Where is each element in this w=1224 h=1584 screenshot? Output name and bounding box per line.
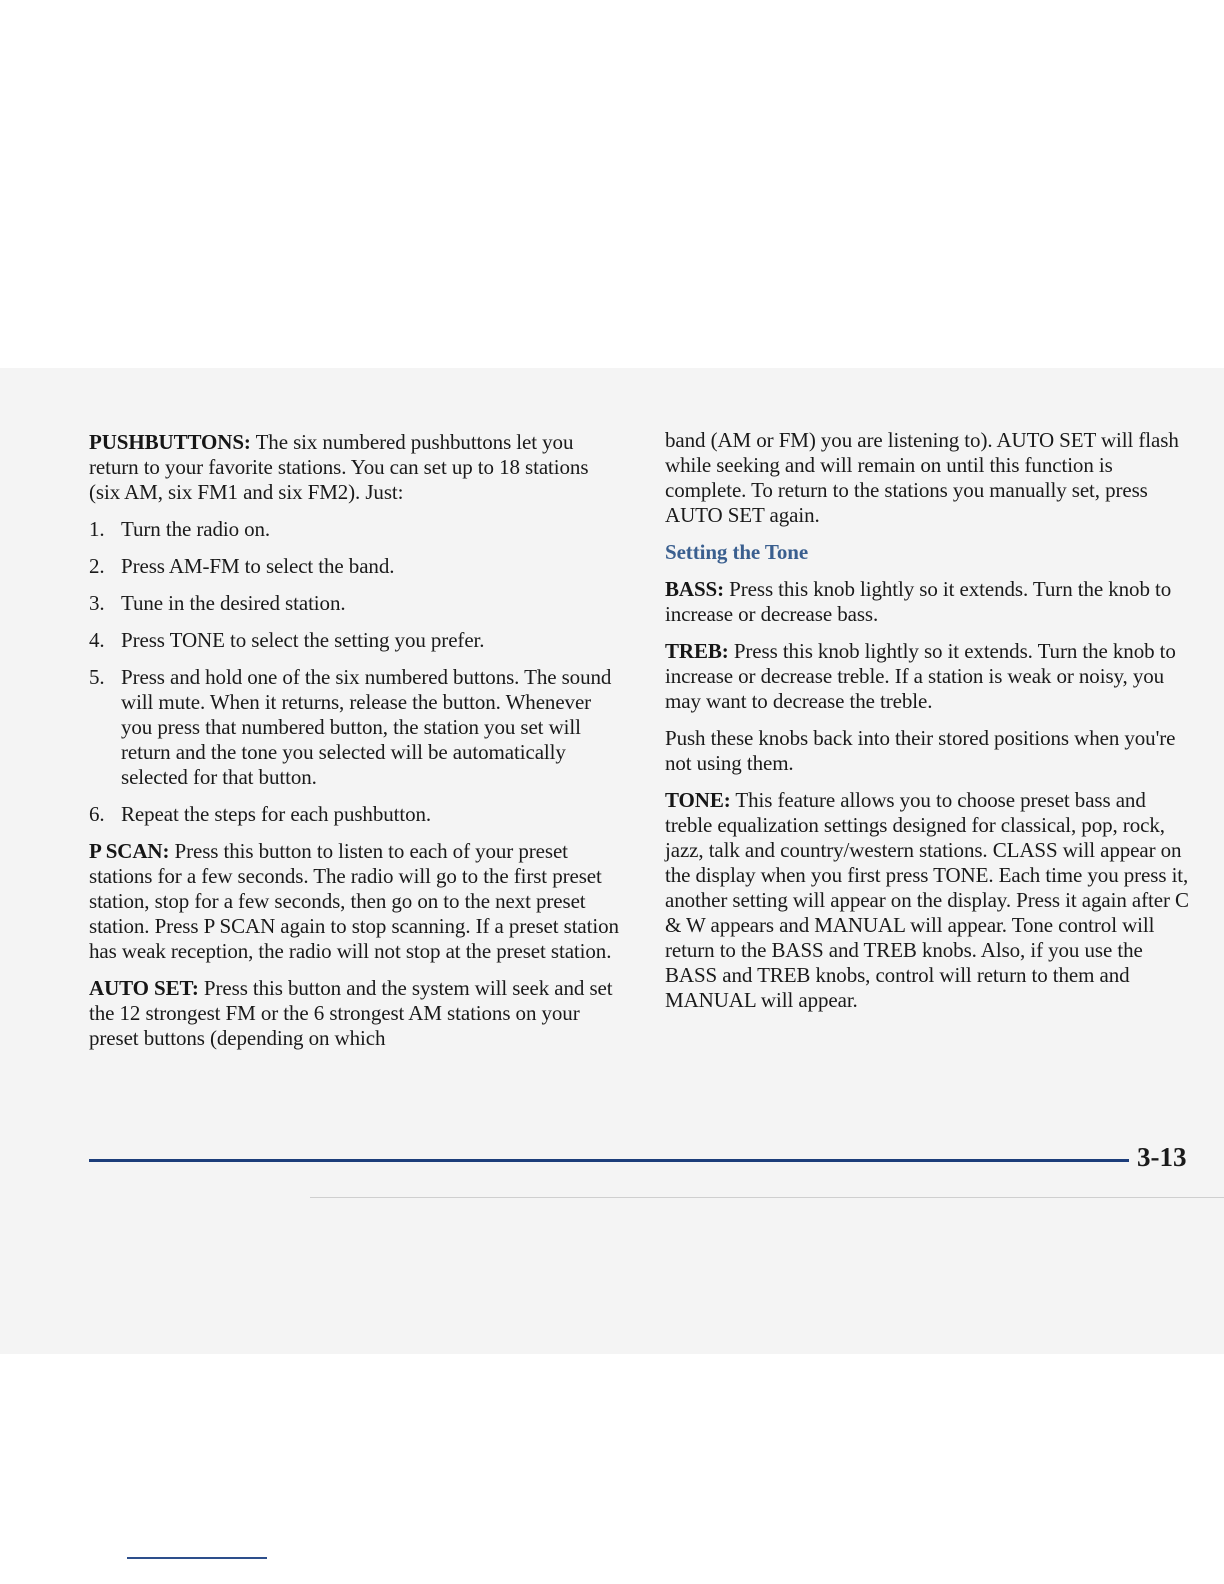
push-back-paragraph: Push these knobs back into their stored positions when you're not using them. [665,726,1176,775]
autoset-label: AUTO SET: [89,976,199,1000]
steps-list [89,517,624,827]
step-text: Press AM-FM to select the band. [121,554,395,578]
tone-paragraph [665,788,1190,1013]
bass-text: Press this knob lightly so it extends. Turn the knob to increase or decrease bass. [665,577,1172,626]
left-column [89,430,624,1063]
treb-paragraph [665,639,1190,714]
section-heading: Setting the Tone [665,540,809,564]
step-text: Press TONE to select the setting you prefer. [121,628,485,652]
treb-label: TREB: [665,639,729,663]
bass-label: BASS: [665,577,725,601]
step-text: Tune in the desired station. [121,591,346,615]
step-text: Press and hold one of the six numbered buttons. The sound will mute. When it returns, release the button. Whenever you press that numbered button, the station you set will return and the tone you selected will be automatically selected for that button. [121,665,612,789]
autoset-text: Press this button and the system will seek and set the 12 strongest FM or the 6 strongest AM stations on your preset buttons (depending on which [89,976,613,1050]
step-number: 5. [89,665,105,689]
step-text: Repeat the steps for each pushbutton. [121,802,432,826]
pushbuttons-paragraph [89,430,624,505]
bass-paragraph [665,577,1190,627]
step-text: Turn the radio on. [121,517,271,541]
bottom-rule [127,1557,267,1559]
tone-text: This feature allows you to choose preset bass and treble equalization settings designed for classical, pop, rock, jazz, talk and country/western stations. CLASS will appear on the display when you first press TONE. Each time you press it, another setting will appear on the display. Press it again after C & W appears and MANUAL will appear. Tone control will return to the BASS and TREB knobs. Also, if you use the BASS and TREB knobs, control will return to them and MANUAL will appear. [665,788,1189,1012]
treb-text: Press this knob lightly so it extends. Turn the knob to increase or decrease treble. If a station is weak or noisy, you may want to decrease the treble. [665,639,1176,713]
right-column [665,428,1190,1025]
autoset-continuation: band (AM or FM) you are listening to). AUTO SET will flash while seeking and will remain on until this function is complete. To return to the stations you manually set, press AUTO SET again. [665,428,1179,527]
list-item [89,554,624,579]
pushbuttons-label: PUSHBUTTONS: [89,430,251,454]
tone-label: TONE: [665,788,731,812]
autoset-paragraph [89,976,624,1051]
pscan-paragraph [89,839,624,964]
list-item [89,628,624,653]
list-item [89,665,624,790]
pushbuttons-text: The six numbered pushbuttons let you return to your favorite stations. You can set up to 18 stations (six AM, six FM1 and six FM2). Just: [89,430,589,504]
page-number: 3-13 [1137,1142,1187,1172]
list-item [89,591,624,616]
step-number: 1. [89,517,105,541]
step-number: 6. [89,802,105,826]
step-number: 3. [89,591,105,615]
footer-rule [89,1159,1129,1162]
list-item [89,517,624,542]
list-item [89,802,624,827]
footer-shadow-rule [310,1197,1224,1198]
step-number: 4. [89,628,105,652]
pscan-text: Press this button to listen to each of your preset stations for a few seconds. The radio will go to the first preset station, stop for a few seconds, then go on to the next preset station. Press P SCAN again to stop scanning. If a preset station has weak reception, the radio will not stop at the preset station. [89,839,619,963]
step-number: 2. [89,554,105,578]
pscan-label: P SCAN: [89,839,170,863]
